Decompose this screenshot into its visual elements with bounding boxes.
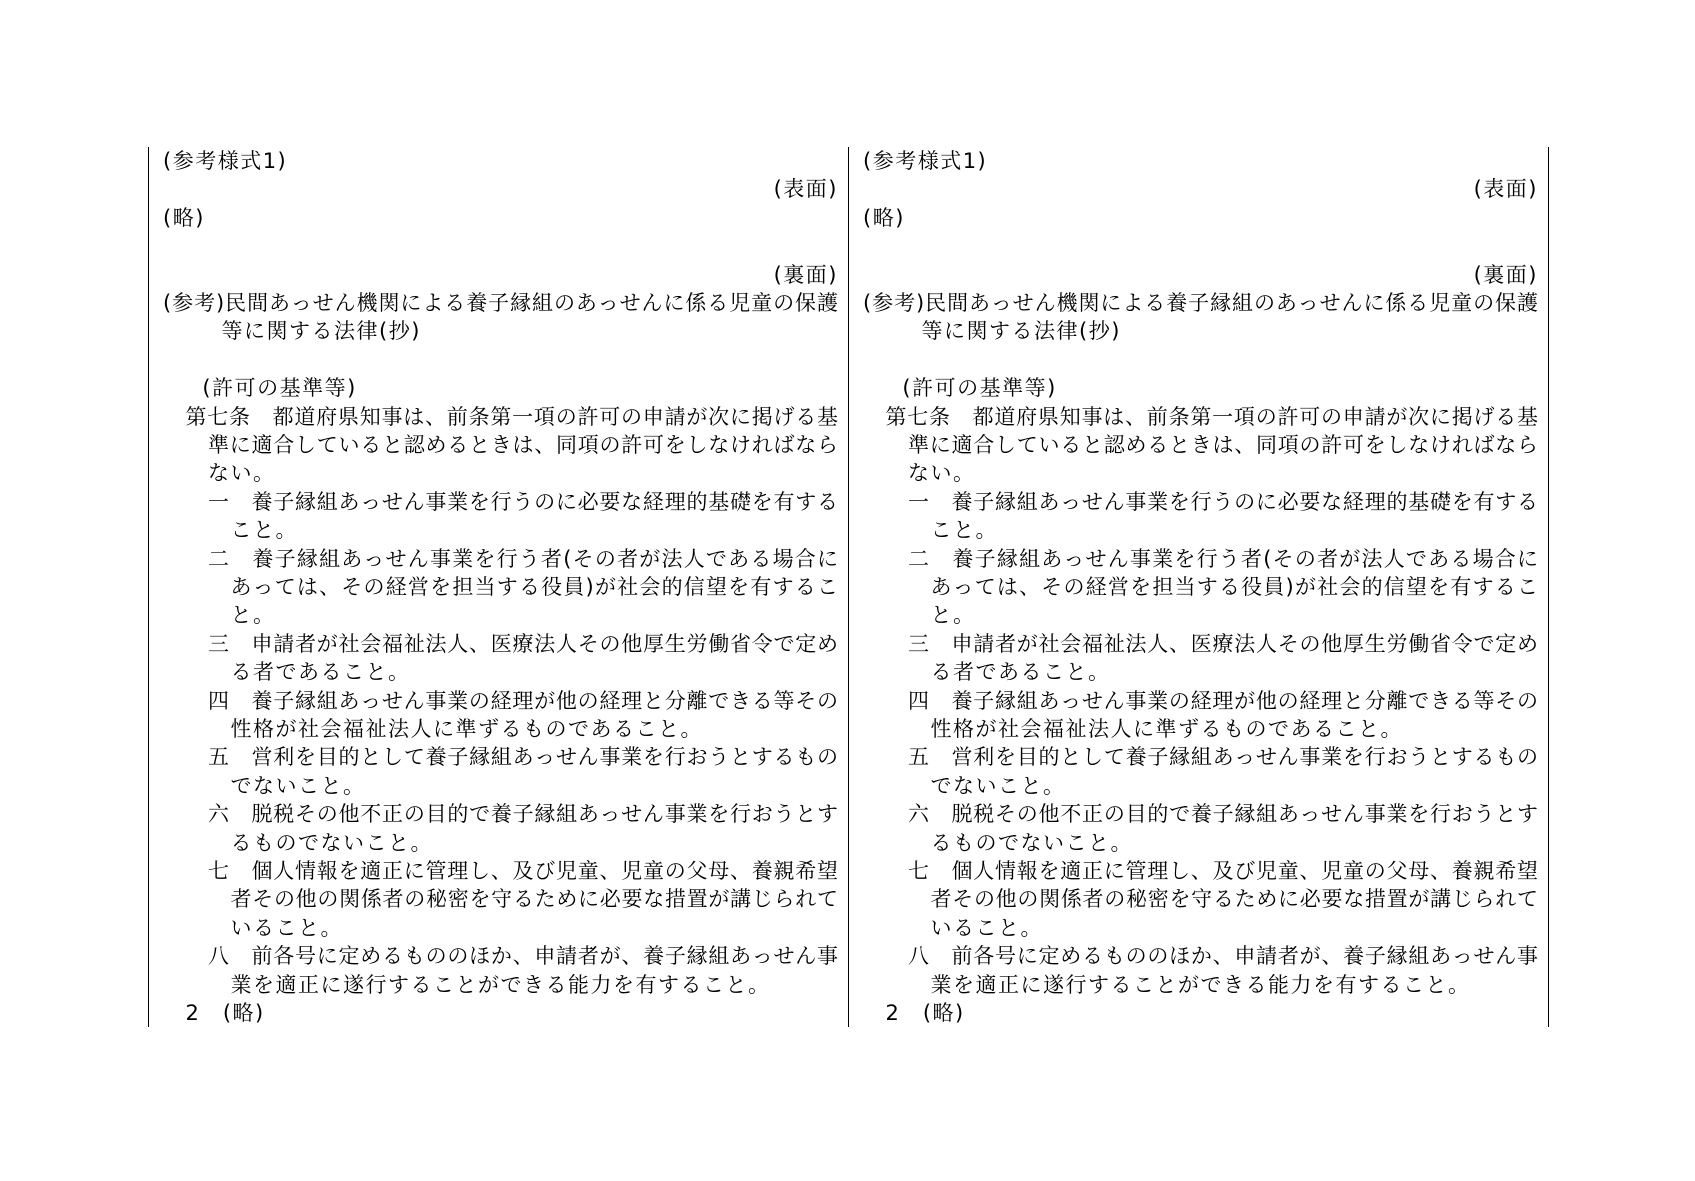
text-line: 業を適正に遂行することができる能力を有すること。 — [230, 972, 771, 997]
text-line: 六 脱税その他不正の目的で養子縁組あっせん事業を行おうとす — [908, 802, 1538, 827]
text-line: 七 個人情報を適正に管理し、及び児童、児童の父母、養親希望 — [208, 859, 838, 883]
text-line: (裏面) — [773, 262, 838, 287]
text-line: る者であること。 — [930, 660, 1111, 685]
text-line: こと。 — [230, 518, 298, 543]
text-line: 三 申請者が社会福祉法人、医療法人その他厚生労働省令で定め — [908, 631, 1538, 656]
text-line: (略) — [163, 205, 205, 230]
text-line: 者その他の関係者の秘密を守るために必要な措置が講じられて — [230, 887, 838, 912]
text-line: 準に適合していると認めるときは、同項の許可をしなければなら — [208, 433, 838, 457]
text-line: (表面) — [1473, 177, 1538, 202]
text-line: る者であること。 — [230, 660, 411, 685]
blank-line — [863, 232, 1538, 260]
text-line: (許可の基準等) — [902, 376, 1057, 401]
text-line: 三 申請者が社会福祉法人、医療法人その他厚生労働省令で定め — [208, 631, 838, 656]
text-line: ない。 — [208, 461, 276, 486]
text-line: 準に適合していると認めるときは、同項の許可をしなければなら — [908, 433, 1538, 457]
text-line: 一 養子縁組あっせん事業を行うのに必要な経理的基礎を有する — [208, 489, 838, 514]
text-line: 六 脱税その他不正の目的で養子縁組あっせん事業を行おうとす — [208, 802, 838, 827]
text-line: と。 — [930, 603, 976, 628]
text-line: 等に関する法律(抄) — [221, 319, 421, 344]
text-line: るものでないこと。 — [930, 830, 1133, 855]
text-line: 五 営利を目的として養子縁組あっせん事業を行おうとするもの — [208, 745, 838, 770]
text-line: 業を適正に遂行することができる能力を有すること。 — [930, 972, 1471, 997]
text-line: 八 前各号に定めるもののほか、申請者が、養子縁組あっせん事 — [208, 944, 838, 969]
text-line: 五 営利を目的として養子縁組あっせん事業を行おうとするもの — [908, 745, 1538, 770]
text-line: いること。 — [930, 915, 1043, 940]
text-line: (参考様式1) — [863, 149, 988, 173]
text-line: (略) — [863, 205, 905, 230]
text-line: 2 (略) — [185, 1001, 265, 1025]
text-line: と。 — [230, 603, 276, 628]
text-line: でないこと。 — [230, 773, 366, 798]
text-line: (表面) — [773, 177, 838, 202]
blank-line — [863, 346, 1538, 374]
left-column — [148, 147, 848, 1027]
text-line: 七 個人情報を適正に管理し、及び児童、児童の父母、養親希望 — [908, 859, 1538, 883]
text-line: あっては、その経営を担当する役員)が社会的信望を有するこ — [230, 575, 838, 599]
text-line: 二 養子縁組あっせん事業を行う者(その者が法人である場合に — [908, 546, 1538, 571]
blank-line — [163, 232, 838, 260]
text-line: 第七条 都道府県知事は、前条第一項の許可の申請が次に掲げる基 — [185, 404, 838, 429]
text-line: いること。 — [230, 915, 343, 940]
text-line: 四 養子縁組あっせん事業の経理が他の経理と分離できる等その — [908, 688, 1538, 713]
text-line: 第七条 都道府県知事は、前条第一項の許可の申請が次に掲げる基 — [885, 404, 1538, 429]
text-line: (裏面) — [1473, 262, 1538, 287]
text-line: ない。 — [908, 461, 976, 486]
text-line: 2 (略) — [885, 1001, 965, 1025]
text-line: (許可の基準等) — [202, 376, 357, 401]
text-line: 八 前各号に定めるもののほか、申請者が、養子縁組あっせん事 — [908, 944, 1538, 969]
blank-line — [163, 346, 838, 374]
text-line: (参考様式1) — [163, 149, 288, 173]
text-line: 性格が社会福祉法人に準ずるものであること。 — [230, 717, 703, 741]
text-line: 四 養子縁組あっせん事業の経理が他の経理と分離できる等その — [208, 688, 838, 713]
text-line: 性格が社会福祉法人に準ずるものであること。 — [930, 717, 1403, 741]
text-line: 一 養子縁組あっせん事業を行うのに必要な経理的基礎を有する — [908, 489, 1538, 514]
right-column — [848, 147, 1549, 1027]
text-line: でないこと。 — [930, 773, 1066, 798]
text-line: (参考)民間あっせん機関による養子縁組のあっせんに係る児童の保護 — [863, 291, 1538, 315]
text-line: 二 養子縁組あっせん事業を行う者(その者が法人である場合に — [208, 546, 838, 571]
text-line: るものでないこと。 — [230, 830, 433, 855]
text-line: あっては、その経営を担当する役員)が社会的信望を有するこ — [930, 575, 1538, 599]
text-line: 者その他の関係者の秘密を守るために必要な措置が講じられて — [930, 887, 1538, 912]
text-line: 等に関する法律(抄) — [921, 319, 1121, 344]
text-line: こと。 — [930, 518, 998, 543]
text-line: (参考)民間あっせん機関による養子縁組のあっせんに係る児童の保護 — [163, 291, 838, 315]
